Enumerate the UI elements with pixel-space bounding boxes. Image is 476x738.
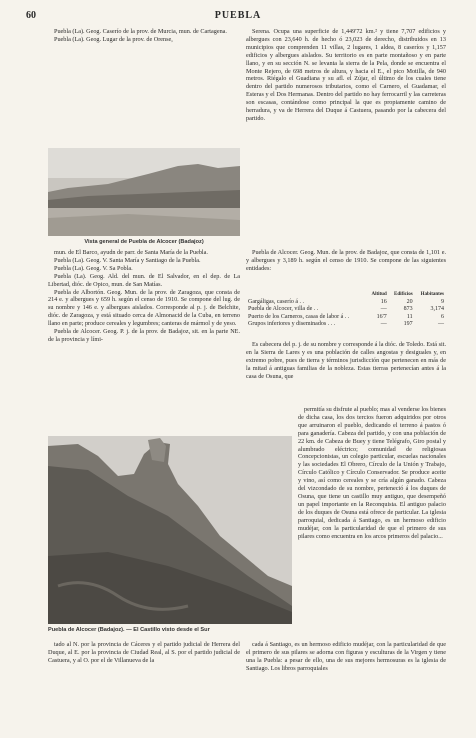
- column-left-middle: [48, 249, 240, 446]
- landscape-photo-image: [48, 148, 240, 236]
- entry-paragraph: Puebla de Alcocer. Geog. Mun. de la prov. de Badajoz, que consta de 1,101 e. y albergues y 3,189 h. según el censo de 1910. Se compone de las siguientes entidades:: [246, 249, 446, 272]
- entry-paragraph: Puebla (La). Geog. Caserío de la prov. de Murcia, mun. de Cartagena.: [54, 28, 227, 35]
- table-row: [246, 299, 446, 307]
- photo-top: [48, 148, 240, 236]
- column-right-bottom: [246, 641, 446, 681]
- table-cell: Grupos inferiores y diseminados . . .: [248, 321, 336, 328]
- photo-top-caption: Vista general de Puebla de Alcocer (Badajoz): [84, 239, 204, 245]
- table-cell: —: [380, 321, 387, 328]
- entry-paragraph: mun. de El Barco, ayudn de parr. de Santa María de la Puebla.: [54, 249, 208, 256]
- entry-paragraph: Puebla (La). Geog. Ald. del mun. de El Salvador, en el dep. de La Libertad, dióc. de Opico, mun. de San Matías.: [48, 272, 240, 288]
- table-cell: Puebla de Alcocer, villa de . .: [248, 306, 319, 313]
- photo-bottom: [48, 436, 292, 624]
- entry-paragraph: Puebla de Albortón. Geog. Mun. de la prov. de Zaragoza, que consta de 214 e. y albergues y 659 h. según el censo de 1910. Se compone del lug. de su nombre y 146 e. y albergues aislados. Corresponde al p. j. de Belchite, dióc. de Zaragoza, y está situado cerca de Almonacid de la Cuba, en terreno llano en parte; produce cereales y legumbres; canteras de mármol y de yeso.: [48, 288, 240, 328]
- table-cell: 6: [441, 313, 444, 320]
- entry-paragraph: Puebla de Alcocer. Geog. P. j. de la prov. de Badajoz, sit. en la parte NE. de la provincia y lími-: [48, 328, 240, 343]
- table-cell: 873: [403, 306, 413, 313]
- table-cell: 3,174: [430, 306, 444, 313]
- table-header-cell: Altitud: [371, 292, 387, 297]
- table-header-cell: Habitantes: [420, 292, 444, 297]
- entry-paragraph: tado al N. por la provincia de Cáceres y el partido judicial de Herrera del Duque, al E. por la provincia de Ciudad Real, al S. por el partido judicial de Castuera, y al O. por el de Villanueva de la: [48, 641, 240, 664]
- table-row: [246, 321, 446, 329]
- table-header-cell: [246, 291, 367, 299]
- entities-table: [246, 291, 446, 329]
- entry-paragraph: Puebla (La). Geog. V. Sa Pobla.: [54, 264, 133, 272]
- table-cell: 197: [403, 321, 413, 328]
- column-left-top: [48, 28, 240, 48]
- entry-paragraph: Serena. Ocupa una superficie de 1,449'72 km.² y tiene 7,707 edificios y albergues con 23,640 h. de hecho ó 23,023 de derecho, distribuidos en 13 municipios que comprenden 11 villas, 2 lugares, 1 aldea, 8 caseríos y 1,157 edificios y albergues aislados. Su territorio es en parte montañoso y en parte llano, y en su sección N. se levanta la sierra de la Pela, donde se encuentra el Monte Rejero, de 698 metros de altura, y hacia el E., el pico Motilla, de 940 metros. Riégalo el Guadiana y su afl. el Zújar, el último de los cuales tiene dentro del partido numerosos tributarios, como el Carnero, el Guadamar, el Esteras y el Dos Hermanas. Dentro del partido no hay ferrocarril y las carreteras son escasas, contándose como principal la que es propiamente camino de herradura, y va de Herrera del Duque á Castuera, pasando por la cabecera del partido.: [246, 28, 446, 122]
- entry-paragraph: Puebla (La). Geog. V. Santa María y Santiago de la Puebla.: [54, 256, 201, 264]
- table-cell: Gargáligas, caserío á . .: [248, 298, 305, 305]
- column-right-beside-photo: [298, 406, 446, 640]
- page-number: 60: [26, 10, 36, 21]
- photo-bottom-caption: Puebla de Alcocer (Badajoz). — El Castillo visto desde el Sur: [48, 627, 210, 633]
- table-cell: 11: [406, 313, 413, 320]
- entry-paragraph: Puebla (La). Geog. Lugar de la prov. de Orense,: [54, 35, 173, 43]
- table-header-row: [246, 291, 446, 299]
- column-right-after-table: [246, 341, 446, 405]
- table-cell: 9: [441, 298, 444, 305]
- table-cell: 16'7: [376, 313, 387, 320]
- table-cell: —: [438, 321, 444, 328]
- page-title: PUEBLA: [214, 10, 262, 21]
- column-left-bottom: [48, 641, 240, 681]
- entities-table-wrap: [246, 291, 446, 339]
- table-cell: —: [380, 306, 387, 313]
- table-cell: 16: [380, 298, 387, 305]
- table-cell: Puerto de los Carneros, casas de labor á . .: [248, 313, 350, 320]
- castle-photo-image: [48, 436, 292, 624]
- entry-paragraph: cada á Santiago, es un hermoso edificio mudéjar, con la particularidad de que el primero de sus pilares se adorna con figuras y esculturas de la Virgen y tiene una la Puebla: a pesar de ello, una de sus mejores hermosuras es la iglesia de Santiago. Los libros parroquiales: [246, 641, 446, 672]
- entry-paragraph: permitía su disfrute al pueblo; mas al venderse los bienes de dicha casa, los dos tercios fueron adquiridos por otros que arruinaron el pueblo, dedicando el terreno á pastos ó para ganadería. Cabeza del partido, y con una población de 22 km. de Cabeza de Buey y tiene Telégrafo, Giro postal y alumbrado eléctrico; comunidad de religiosas Concepcionistas, un colegio particular, escuelas nacionales y las sociedades El Obrero, Círculo de la Unión y Trabajo, Círculo Católico y Círculo Conservador. Se produce aceite y vino, así como cereales y se cría algún ganado. Cabeza del vizcondado de su nombre, perteneció á los duques de Osuna, que tiene un castillo muy antiguo, que desempeñó un papel importante en la Reconquista. El antiguo palacio de los duques de Osuna está ofrece de particular. La iglesia parroquial, dedicada á Santiago, es un hermoso edificio mudéjar, con la particularidad de que el primero de sus pilares como encuentra en los arcos primeros del palacio...: [298, 406, 446, 540]
- table-row: [246, 306, 446, 314]
- table-header-cell: Edificios: [394, 292, 413, 297]
- entry-paragraph: Es cabecera del p. j. de su nombre y corresponde á la dióc. de Toledo. Está sit. en la Sierra de Lares y es una población de calles angostas y desiguales y, en extremo pobre, pues de tierra y términos jurisdicción que pertenecen en más de la mitad á antiguas familias de la nobleza. Estas tierras pertenecían antes á la casa de Osuna, que: [246, 341, 446, 380]
- page-header: [26, 10, 450, 24]
- column-right-top: [246, 28, 446, 246]
- table-cell: 20: [406, 298, 413, 305]
